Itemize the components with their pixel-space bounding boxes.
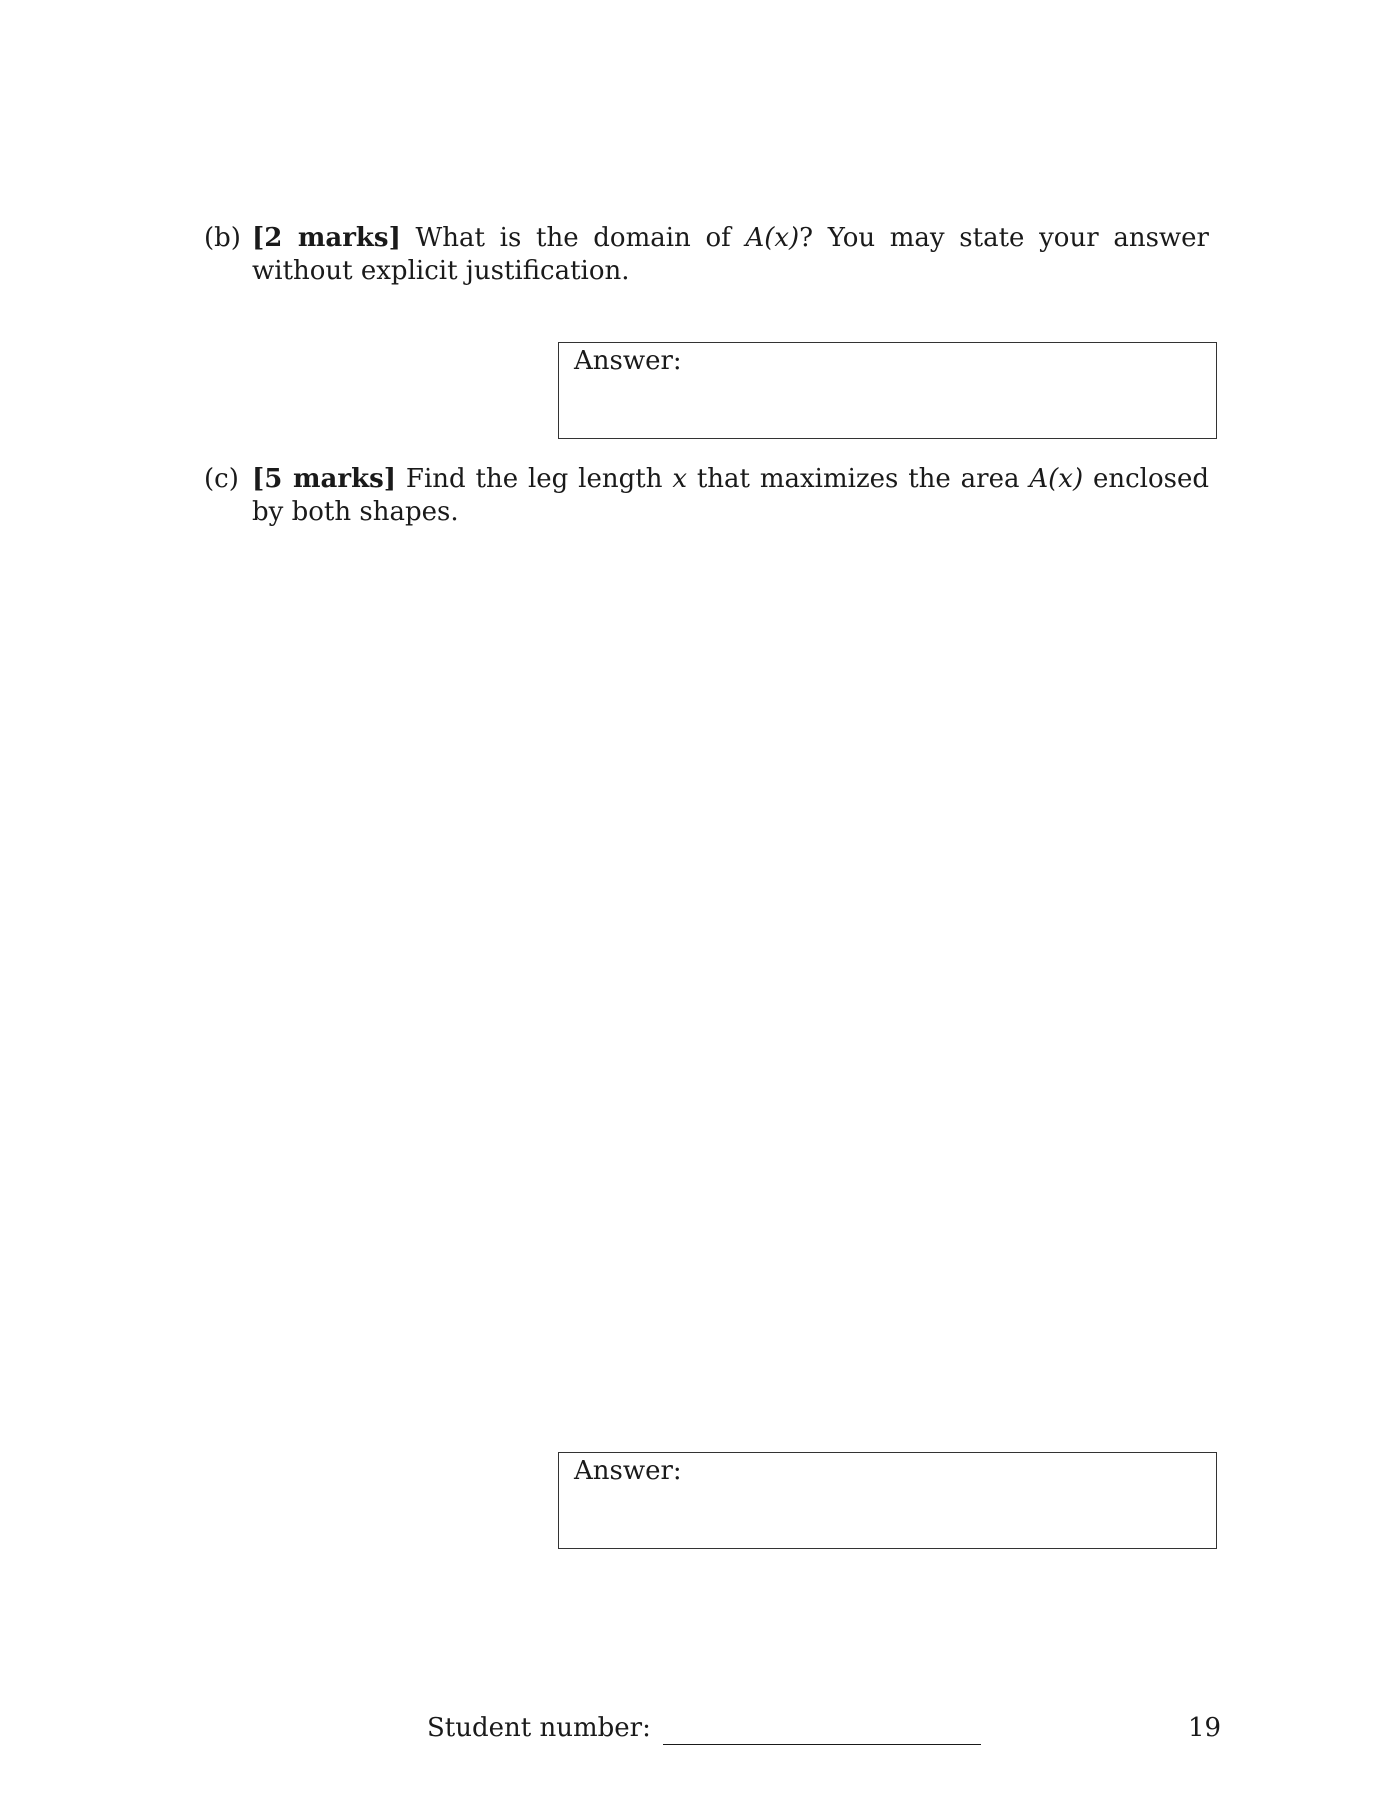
student-number-line[interactable] xyxy=(663,1724,981,1745)
answer-box-b[interactable] xyxy=(558,342,1217,439)
answer-label: Answer: xyxy=(574,346,682,376)
question-b-text: [2 marks] What is the domain of A(x)? You may state your answer without explicit justification. xyxy=(252,223,1209,286)
question-c-text: [5 marks] Find the leg length x that maximizes the area A(x) enclosed by both shapes. xyxy=(252,464,1209,527)
student-number-field xyxy=(427,1712,981,1745)
question-b-marks: [2 marks] xyxy=(252,223,401,253)
question-c xyxy=(204,463,1209,529)
page-number: 19 xyxy=(1188,1713,1222,1743)
math-a-of-x: A(x) xyxy=(1029,464,1084,494)
answer-label: Answer: xyxy=(574,1456,682,1486)
math-x: x xyxy=(672,464,687,494)
question-b-label: (b) xyxy=(204,223,241,253)
answer-box-c[interactable] xyxy=(558,1452,1217,1549)
question-b xyxy=(204,222,1209,288)
question-c-marks: [5 marks] xyxy=(252,464,397,494)
math-a-of-x: A(x) xyxy=(745,223,800,253)
question-c-label: (c) xyxy=(204,464,239,494)
student-number-label: Student number: xyxy=(427,1713,651,1743)
